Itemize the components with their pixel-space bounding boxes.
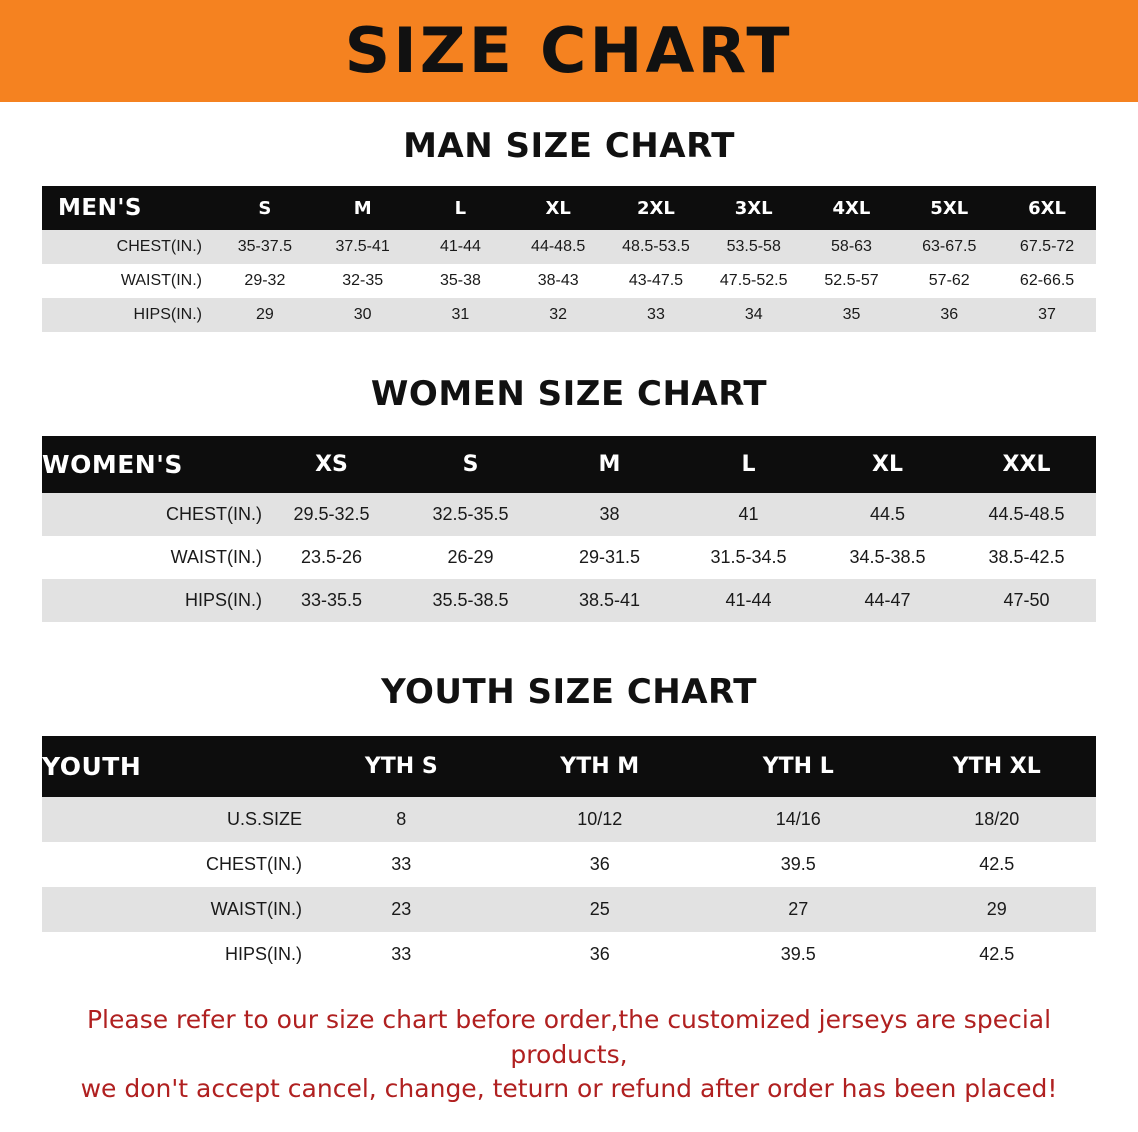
youth-size-header: YTH M <box>501 736 700 797</box>
table-cell: 35-37.5 <box>216 230 314 264</box>
row-label: WAIST(IN.) <box>42 264 216 298</box>
man-header-label: MEN'S <box>42 186 216 230</box>
youth-header-label: YOUTH <box>42 736 302 797</box>
table-cell: 23.5-26 <box>262 536 401 579</box>
youth-section-title: YOUTH SIZE CHART <box>381 672 757 712</box>
man-size-header: S <box>216 186 314 230</box>
table-cell: 29 <box>898 887 1097 932</box>
page-banner <box>0 0 1138 102</box>
table-row <box>42 842 1096 887</box>
table-cell: 63-67.5 <box>900 230 998 264</box>
table-cell: 30 <box>314 298 412 332</box>
table-cell: 48.5-53.5 <box>607 230 705 264</box>
table-row <box>42 264 1096 298</box>
women-header-row <box>42 436 1096 493</box>
table-cell: 41-44 <box>679 579 818 622</box>
table-cell: 33 <box>302 842 501 887</box>
table-cell: 41-44 <box>412 230 510 264</box>
table-cell: 29 <box>216 298 314 332</box>
table-cell: 36 <box>501 842 700 887</box>
youth-size-header: YTH S <box>302 736 501 797</box>
table-cell: 32.5-35.5 <box>401 493 540 536</box>
table-cell: 39.5 <box>699 932 898 977</box>
table-cell: 33 <box>302 932 501 977</box>
table-cell: 31.5-34.5 <box>679 536 818 579</box>
youth-table-head <box>42 736 1096 797</box>
table-cell: 29-32 <box>216 264 314 298</box>
table-cell: 43-47.5 <box>607 264 705 298</box>
table-cell: 34 <box>705 298 803 332</box>
man-size-header: 4XL <box>803 186 901 230</box>
table-cell: 38-43 <box>509 264 607 298</box>
table-cell: 29-31.5 <box>540 536 679 579</box>
table-cell: 29.5-32.5 <box>262 493 401 536</box>
table-cell: 27 <box>699 887 898 932</box>
youth-table-wrap <box>42 736 1096 977</box>
table-cell: 47.5-52.5 <box>705 264 803 298</box>
table-cell: 35.5-38.5 <box>401 579 540 622</box>
women-section-title: WOMEN SIZE CHART <box>370 374 768 414</box>
row-label: U.S.SIZE <box>42 797 302 842</box>
table-row <box>42 536 1096 579</box>
women-table-body <box>42 493 1096 622</box>
man-size-header: 6XL <box>998 186 1096 230</box>
table-cell: 33 <box>607 298 705 332</box>
table-row <box>42 797 1096 842</box>
table-cell: 38.5-41 <box>540 579 679 622</box>
table-row <box>42 493 1096 536</box>
youth-header-row <box>42 736 1096 797</box>
table-cell: 47-50 <box>957 579 1096 622</box>
table-cell: 52.5-57 <box>803 264 901 298</box>
table-cell: 25 <box>501 887 700 932</box>
page-title: SIZE CHART <box>344 14 794 87</box>
man-table-wrap <box>42 186 1096 332</box>
youth-size-table <box>42 736 1096 977</box>
man-size-header: L <box>412 186 510 230</box>
table-row <box>42 932 1096 977</box>
table-cell: 18/20 <box>898 797 1097 842</box>
table-row <box>42 298 1096 332</box>
man-size-header: 5XL <box>900 186 998 230</box>
table-cell: 42.5 <box>898 932 1097 977</box>
women-size-header: XXL <box>957 436 1096 493</box>
table-cell: 31 <box>412 298 510 332</box>
table-cell: 26-29 <box>401 536 540 579</box>
row-label: WAIST(IN.) <box>42 536 262 579</box>
table-cell: 10/12 <box>501 797 700 842</box>
women-size-header: XL <box>818 436 957 493</box>
youth-size-header: YTH L <box>699 736 898 797</box>
row-label: HIPS(IN.) <box>42 298 216 332</box>
table-cell: 39.5 <box>699 842 898 887</box>
table-cell: 8 <box>302 797 501 842</box>
man-size-header: M <box>314 186 412 230</box>
table-cell: 62-66.5 <box>998 264 1096 298</box>
row-label: WAIST(IN.) <box>42 887 302 932</box>
table-cell: 35-38 <box>412 264 510 298</box>
table-row <box>42 230 1096 264</box>
man-header-row <box>42 186 1096 230</box>
table-cell: 41 <box>679 493 818 536</box>
table-cell: 44-47 <box>818 579 957 622</box>
row-label: CHEST(IN.) <box>42 230 216 264</box>
man-table-head <box>42 186 1096 230</box>
table-cell: 32-35 <box>314 264 412 298</box>
table-cell: 42.5 <box>898 842 1097 887</box>
table-cell: 67.5-72 <box>998 230 1096 264</box>
table-cell: 57-62 <box>900 264 998 298</box>
women-size-table <box>42 436 1096 622</box>
table-cell: 44-48.5 <box>509 230 607 264</box>
table-cell: 44.5 <box>818 493 957 536</box>
youth-table-body <box>42 797 1096 977</box>
row-label: HIPS(IN.) <box>42 579 262 622</box>
table-cell: 53.5-58 <box>705 230 803 264</box>
table-row <box>42 579 1096 622</box>
women-size-header: S <box>401 436 540 493</box>
youth-size-header: YTH XL <box>898 736 1097 797</box>
table-cell: 37.5-41 <box>314 230 412 264</box>
table-cell: 23 <box>302 887 501 932</box>
table-cell: 14/16 <box>699 797 898 842</box>
man-size-header: 2XL <box>607 186 705 230</box>
row-label: CHEST(IN.) <box>42 842 302 887</box>
women-table-head <box>42 436 1096 493</box>
women-header-label: WOMEN'S <box>42 436 262 493</box>
women-size-header: XS <box>262 436 401 493</box>
table-cell: 38 <box>540 493 679 536</box>
women-size-header: M <box>540 436 679 493</box>
man-section-title: MAN SIZE CHART <box>403 126 735 166</box>
table-cell: 37 <box>998 298 1096 332</box>
row-label: CHEST(IN.) <box>42 493 262 536</box>
policy-note <box>34 1003 1104 1107</box>
table-cell: 32 <box>509 298 607 332</box>
table-cell: 58-63 <box>803 230 901 264</box>
table-cell: 36 <box>900 298 998 332</box>
women-table-wrap <box>42 436 1096 622</box>
table-cell: 44.5-48.5 <box>957 493 1096 536</box>
man-size-header: XL <box>509 186 607 230</box>
table-cell: 34.5-38.5 <box>818 536 957 579</box>
table-cell: 35 <box>803 298 901 332</box>
man-table-body <box>42 230 1096 332</box>
women-size-header: L <box>679 436 818 493</box>
man-size-header: 3XL <box>705 186 803 230</box>
man-size-table <box>42 186 1096 332</box>
policy-note-line-1: Please refer to our size chart before order,the customized jerseys are special products, <box>86 1005 1052 1069</box>
policy-note-line-2: we don't accept cancel, change, teturn or refund after order has been placed! <box>80 1074 1058 1103</box>
row-label: HIPS(IN.) <box>42 932 302 977</box>
table-cell: 38.5-42.5 <box>957 536 1096 579</box>
table-cell: 33-35.5 <box>262 579 401 622</box>
table-row <box>42 887 1096 932</box>
table-cell: 36 <box>501 932 700 977</box>
